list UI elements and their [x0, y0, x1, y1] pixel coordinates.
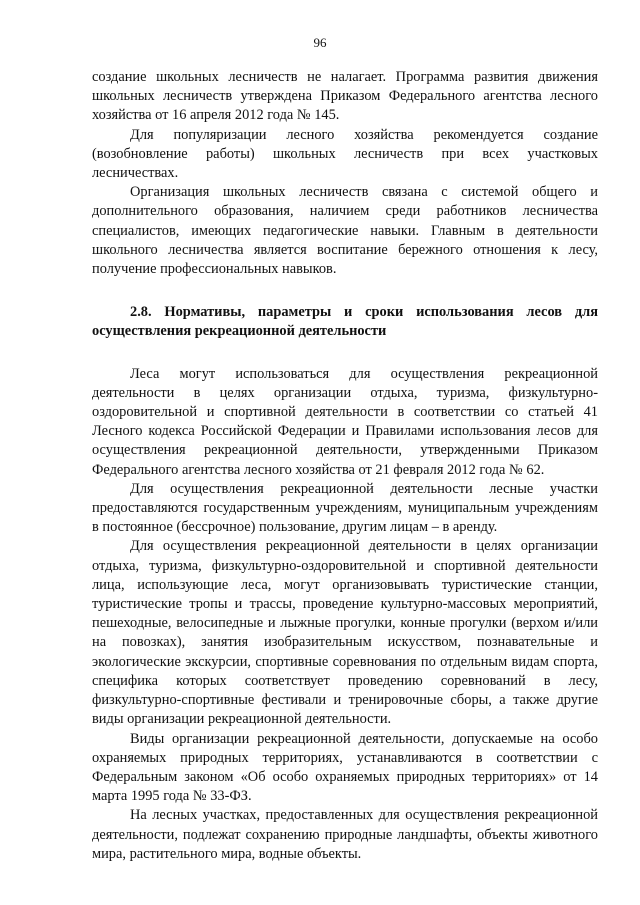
- page-content: [92, 68, 598, 864]
- paragraph-organization: Организация школьных лесничеств связана с системой общего и дополнительного образования, наличием среди работников лесничества специалистов, имеющих педагогические навыки. Главным в деятельности школьного лесничества является воспитание бережного отношения к лесу, получение профессиональных навыков.: [92, 184, 598, 278]
- paragraph-popularization: Для популяризации лесного хозяйства рекомендуется создание (возобновление работы) школьных лесничеств при всех участковых лесничествах.: [92, 126, 598, 182]
- section-heading: 2.8. Нормативы, параметры и сроки использования лесов для осуществления рекреационной деятельности: [92, 304, 598, 340]
- paragraph-preservation: На лесных участках, предоставленных для осуществления рекреационной деятельности, подлежат сохранению природные ландшафты, объекты животного мира, растительного мира, водные объекты.: [92, 807, 598, 862]
- paragraph-forest-use: Леса могут использоваться для осуществления рекреационной деятельности в целях организации отдыха, туризма, физкультурно-оздоровительной и спортивной деятельности в соответствии со статьей 41 Лесного кодекса Российской Федерации и Правилами использования лесов для осуществления рекреационной деятельности, утвержденными Приказом Федерального агентства лесного хозяйства от 21 февраля 2012 года № 62.: [92, 365, 598, 478]
- paragraph-continued: создание школьных лесничеств не налагает. Программа развития движения школьных лесничеств утверждена Приказом Федерального агентства лесного хозяйства от 16 апреля 2012 года № 145.: [92, 69, 598, 124]
- paragraph-land-provision: Для осуществления рекреационной деятельности лесные участки предоставляются государственным учреждениям, муниципальным учреждениям в постоянное (бессрочное) пользование, другим лицам – в аренду.: [92, 480, 598, 536]
- paragraph-protected-areas: Виды организации рекреационной деятельности, допускаемые на особо охраняемых природных территориях, устанавливаются в соответствии с Федеральным законом «Об особо охраняемых природных территориях» от 14 марта 1995 года № 33-ФЗ.: [92, 730, 598, 805]
- paragraph-activities: Для осуществления рекреационной деятельности в целях организации отдыха, туризма, физкультурно-оздоровительной и спортивной деятельности лица, использующие леса, могут организовывать туристические станции, туристические тропы и трассы, проведение культурно-массовых мероприятий, пешеходные, велосипедные и лыжные прогулки, конные прогулки (верхом и/или на повозках), занятия изобразительным искусством, познавательные и экологические экскурсии, спортивные соревнования по отдельным видам спорта, специфика которых соответствует проведению соревнований в лесу, физкультурно-спортивные фестивали и тренировочные сборы, а также другие виды организации рекреационной деятельности.: [92, 538, 598, 728]
- page-number: 96: [313, 35, 327, 50]
